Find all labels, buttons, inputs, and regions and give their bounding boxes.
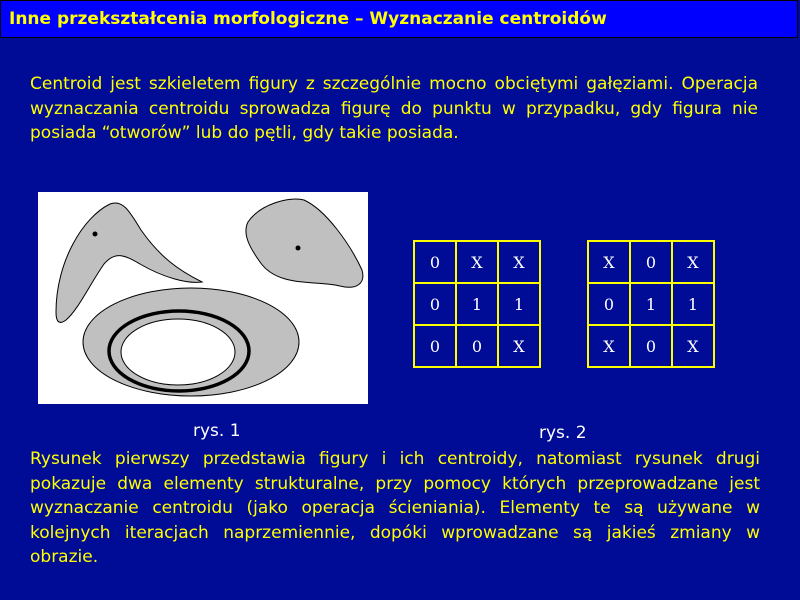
title-bar — [0, 0, 798, 38]
grid-cell: 0 — [414, 325, 456, 367]
grid-cell: 0 — [414, 241, 456, 283]
grid-cell: 0 — [456, 325, 498, 367]
figure-1-image — [38, 192, 368, 404]
grid-cell: X — [456, 241, 498, 283]
grid-cell: 0 — [414, 283, 456, 325]
page-title: Inne przekształcenia morfologiczne – Wyznaczanie centroidów — [9, 9, 607, 29]
figure-2-caption: rys. 2 — [539, 423, 587, 443]
figure-1-drawing — [38, 192, 368, 404]
boomerang-centroid — [93, 232, 98, 237]
grid-cell: X — [588, 241, 630, 283]
structural-element-a — [413, 240, 541, 368]
grid-cell: 1 — [630, 283, 672, 325]
intro-paragraph: Centroid jest szkieletem figury z szczególnie mocno obciętymi gałęziami. Operacja wyznaczania centroidu sprowadza figurę do punktu w przypadku, gdy figura nie posiada “otworów” lub do pętli, gdy takie posiada. — [30, 74, 758, 143]
blob-centroid — [296, 246, 301, 251]
description-paragraph: Rysunek pierwszy przedstawia figury i ich centroidy, natomiast rysunek drugi pokazuje dwa elementy strukturalne, przy pomocy których przeprowadzane jest wyznaczanie centroidu (jako operacja ścieniania). Elementy te są używane w kolejnych iteracjach naprzemiennie, dopóki wprowadzane są jakieś zmiany w obrazie. — [30, 449, 760, 567]
grid-cell: 0 — [630, 241, 672, 283]
structural-element-b — [587, 240, 715, 368]
grid-cell: X — [672, 325, 714, 367]
blob-shape — [246, 199, 363, 287]
figure-1-caption: rys. 1 — [193, 421, 241, 441]
grid-cell: 0 — [630, 325, 672, 367]
grid-cell: 1 — [672, 283, 714, 325]
grid-cell: 0 — [588, 283, 630, 325]
grid-cell: X — [588, 325, 630, 367]
grid-cell: X — [498, 241, 540, 283]
ring-inner-hole — [121, 319, 235, 385]
grid-cell: 1 — [456, 283, 498, 325]
grid-cell: X — [672, 241, 714, 283]
grid-cell: 1 — [498, 283, 540, 325]
grid-cell: X — [498, 325, 540, 367]
